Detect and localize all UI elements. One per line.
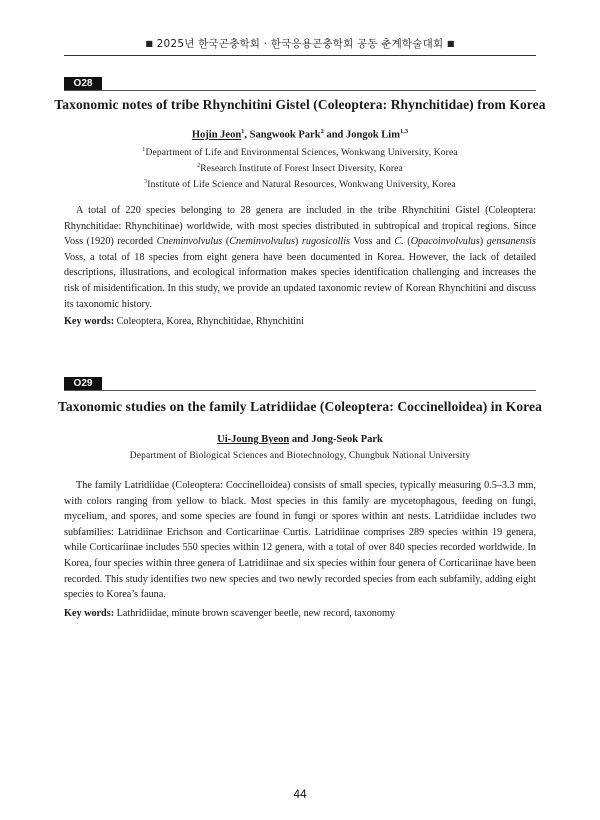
author-separator: and bbox=[323, 129, 346, 141]
header-rule bbox=[64, 55, 536, 56]
body-text-run: Voss and bbox=[350, 236, 395, 248]
abstract-title: Taxonomic studies on the family Latridiidae (Coleoptera: Coccinelloidea) in Korea bbox=[58, 399, 542, 414]
header-square-left: ■ bbox=[145, 39, 154, 48]
body-text-run: ( bbox=[403, 236, 411, 248]
affiliation-text: Research Institute of Forest Insect Diversity, Korea bbox=[200, 164, 403, 175]
running-header-text: 2025년 한국곤충학회 · 한국응용곤충학회 공동 춘계학술대회 bbox=[156, 38, 444, 50]
abstract-body bbox=[64, 478, 536, 603]
affiliation bbox=[64, 160, 536, 176]
affiliation-list bbox=[64, 144, 536, 192]
body-text-run: A total of 220 species belonging to 28 genera are included in the tribe Rhynchitini Gistel (Coleoptera: Rhynchitidae: Rhynchitinae) worldwide, with most species distributed in subtropical and tropical regions. Since Voss (1920) recorded bbox=[64, 205, 536, 248]
italic-taxon-name: Opacoinvolvulus bbox=[410, 236, 480, 248]
author-separator: , bbox=[244, 129, 250, 141]
author-name: Jongok Lim bbox=[346, 129, 400, 141]
abstract-id-badge: O29 bbox=[64, 377, 102, 391]
author-name: Sangwook Park bbox=[249, 129, 321, 141]
body-text-run: ) bbox=[479, 236, 487, 248]
keywords-text: Lathridiidae, minute brown scavenger beetle, new record, taxonomy bbox=[116, 608, 395, 619]
affiliation-sup: 2 bbox=[197, 163, 201, 170]
body-text-run: ( bbox=[222, 236, 230, 248]
author-sup: 1,3 bbox=[399, 128, 409, 135]
author-line bbox=[64, 434, 536, 445]
italic-taxon-name: rugosicollis bbox=[301, 236, 351, 248]
page-number: 44 bbox=[293, 787, 307, 801]
body-text-run: Voss, a total of 18 species from eight genera have been documented in Korea. However, the lack of detailed descriptions, illustrations, and ecological information makes species identification challenging and increases the risk of misidentification. In this study, we provide an updated taxonomic review of Korean Rhynchitini and discuss its taxonomic history. bbox=[64, 251, 536, 310]
keywords-line bbox=[64, 607, 536, 621]
affiliation bbox=[64, 144, 536, 160]
italic-taxon-name: C. bbox=[394, 236, 404, 248]
italic-taxon-name: gensanensis bbox=[486, 236, 536, 248]
affiliation-sup: 1 bbox=[142, 147, 146, 153]
abstract-body bbox=[64, 203, 536, 312]
italic-taxon-name: Cneminvolvulus bbox=[156, 236, 223, 248]
affiliation-sup: 3 bbox=[144, 179, 148, 186]
author-name: Jong-Seok Park bbox=[311, 434, 383, 445]
body-text-run: ) bbox=[294, 236, 302, 248]
abstract-rule bbox=[64, 90, 536, 91]
affiliation-text: Department of Life and Environmental Sciences, Wonkwang University, Korea bbox=[145, 148, 458, 159]
author-name: Ui-Joung Byeon bbox=[217, 434, 290, 445]
running-header bbox=[64, 36, 536, 54]
author-sup: 2 bbox=[320, 128, 324, 135]
abstract-title: Taxonomic notes of tribe Rhynchitini Gistel (Coleoptera: Rhynchitidae) from Korea bbox=[54, 97, 546, 112]
affiliation bbox=[64, 450, 536, 463]
keywords-label: Key words: bbox=[64, 608, 115, 619]
affiliation-text: Department of Biological Sciences and Biotechnology, Chungbuk National University bbox=[129, 451, 471, 461]
keywords-text: Coleoptera, Korea, Rhynchitidae, Rhynchitini bbox=[116, 316, 304, 327]
affiliation bbox=[64, 176, 536, 192]
affiliation-list bbox=[64, 450, 536, 463]
keywords-label: Key words: bbox=[64, 316, 115, 327]
author-separator: and bbox=[289, 434, 312, 445]
header-square-right: ■ bbox=[446, 39, 455, 48]
body-text-run: The family Latridiidae (Coleoptera: Coccinelloidea) consists of small species, typically measuring 0.5–3.3 mm, with colors ranging from yellow to black. Most species in this family are mycetophagous, feeding on fungi, mycelium, and spores, and some species are found in fungi or spores within ant nests. Latridiidae includes two subfamilies: Latridiinae Erichson and Corticariinae Curtis. Latridiinae comprises 289 species within 19 genera, while Corticariinae includes 550 species within 12 genera, with a total of over 840 species recorded worldwide. In Korea, four species within three genera of Latridiinae and six species within four genera of Corticariinae have been recorded. This study identifies two new species and two newly recorded species from each subfamily, adding eight species to Korea’s fauna. bbox=[64, 480, 536, 601]
keywords-line bbox=[64, 315, 536, 329]
author-line bbox=[64, 128, 536, 141]
italic-taxon-name: Cneminvolvulus bbox=[229, 236, 295, 248]
abstract-id-badge: O28 bbox=[64, 77, 102, 91]
author-name: Hojin Jeon bbox=[191, 129, 242, 141]
abstract-rule bbox=[64, 390, 536, 391]
author-sup: 1 bbox=[241, 128, 245, 135]
affiliation-text: Institute of Life Science and Natural Resources, Wonkwang University, Korea bbox=[147, 180, 456, 191]
